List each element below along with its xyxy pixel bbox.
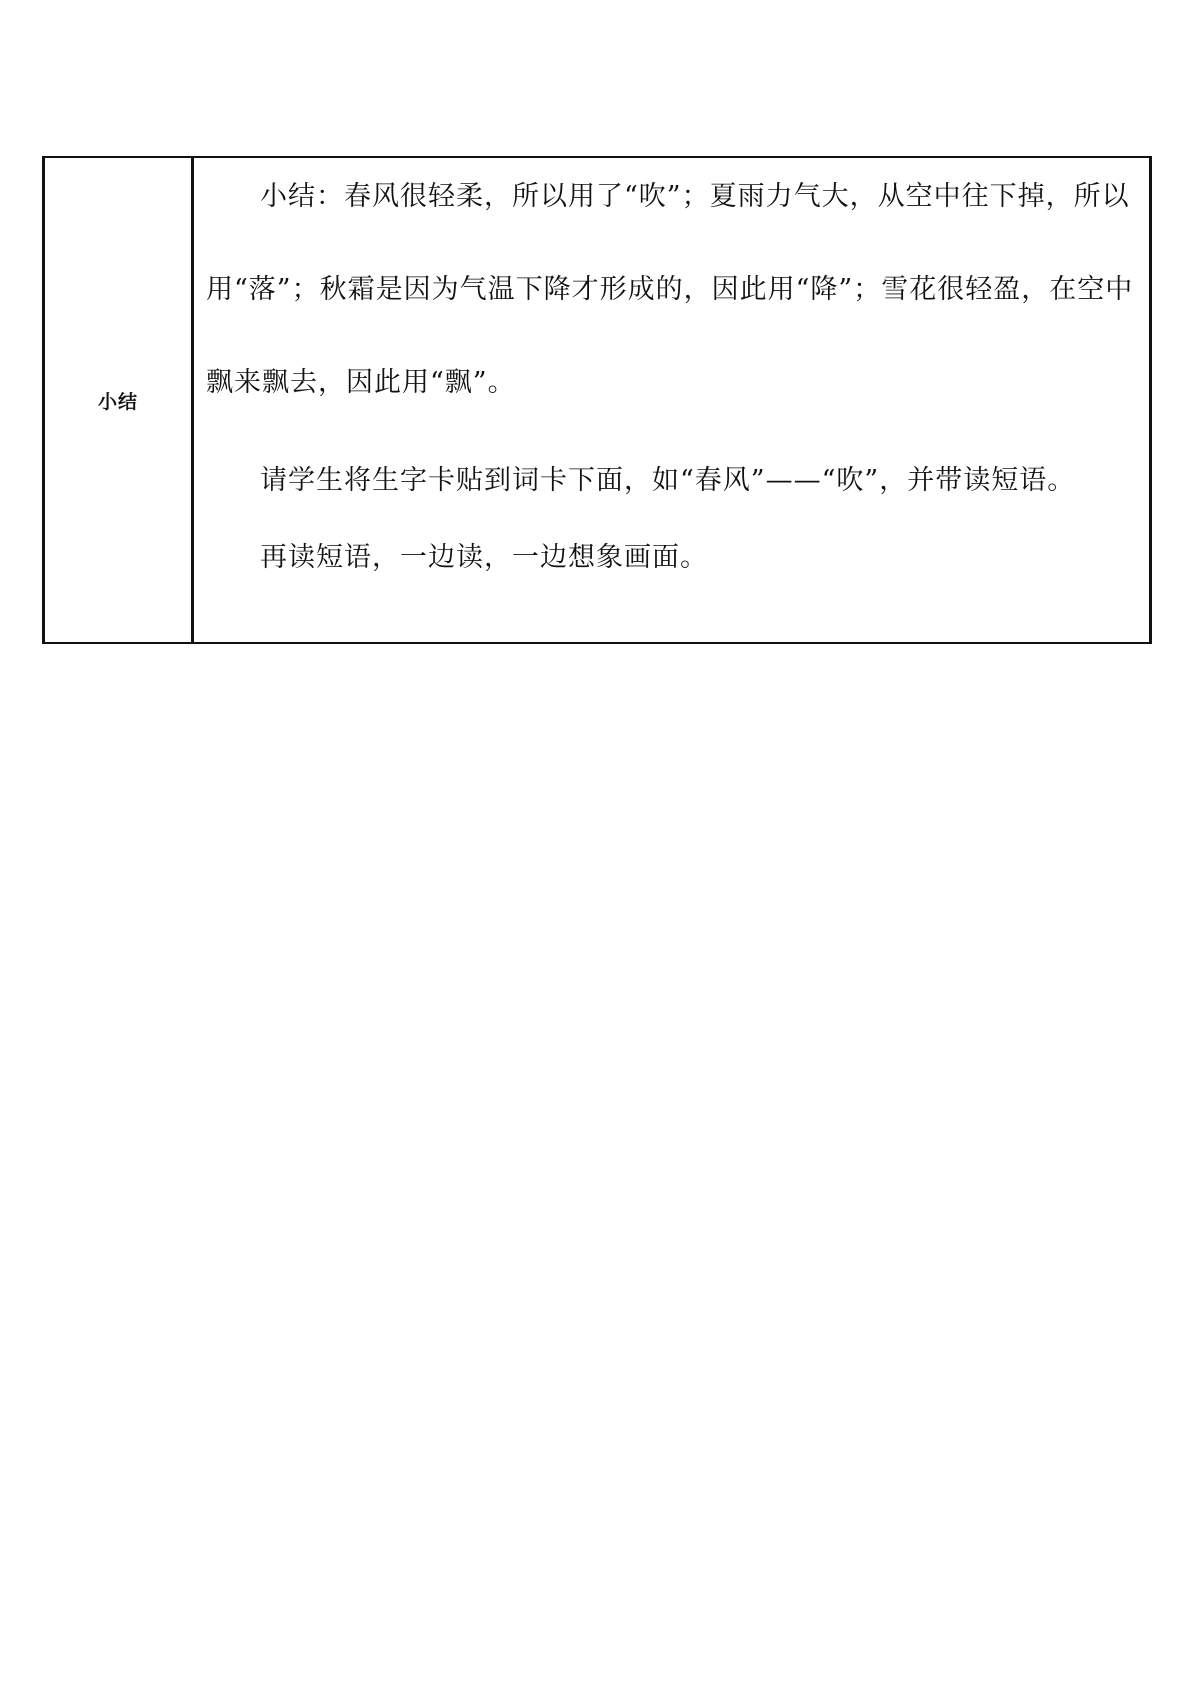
summary-paragraph: 小结：春风很轻柔，所以用了“吹”；夏雨力气大，从空中往下掉，所以用“落”；秋霜是因为气温下降才形成的，因此用“降”；雪花很轻盈，在空中飘来飘去，因此用“飘”。 bbox=[206, 181, 1134, 398]
row-content-cell bbox=[193, 157, 1151, 643]
row-label: 小结 bbox=[97, 390, 138, 413]
activity-paragraph: 请学生将生字卡贴到词卡下面，如“春风”——“吹”，并带读短语。 bbox=[260, 465, 1076, 496]
row-content bbox=[194, 158, 1149, 578]
reading-paragraph: 再读短语，一边读，一边想象画面。 bbox=[260, 542, 708, 573]
row-label-cell bbox=[44, 157, 193, 643]
table-row bbox=[44, 157, 1151, 643]
lesson-table bbox=[42, 156, 1152, 644]
